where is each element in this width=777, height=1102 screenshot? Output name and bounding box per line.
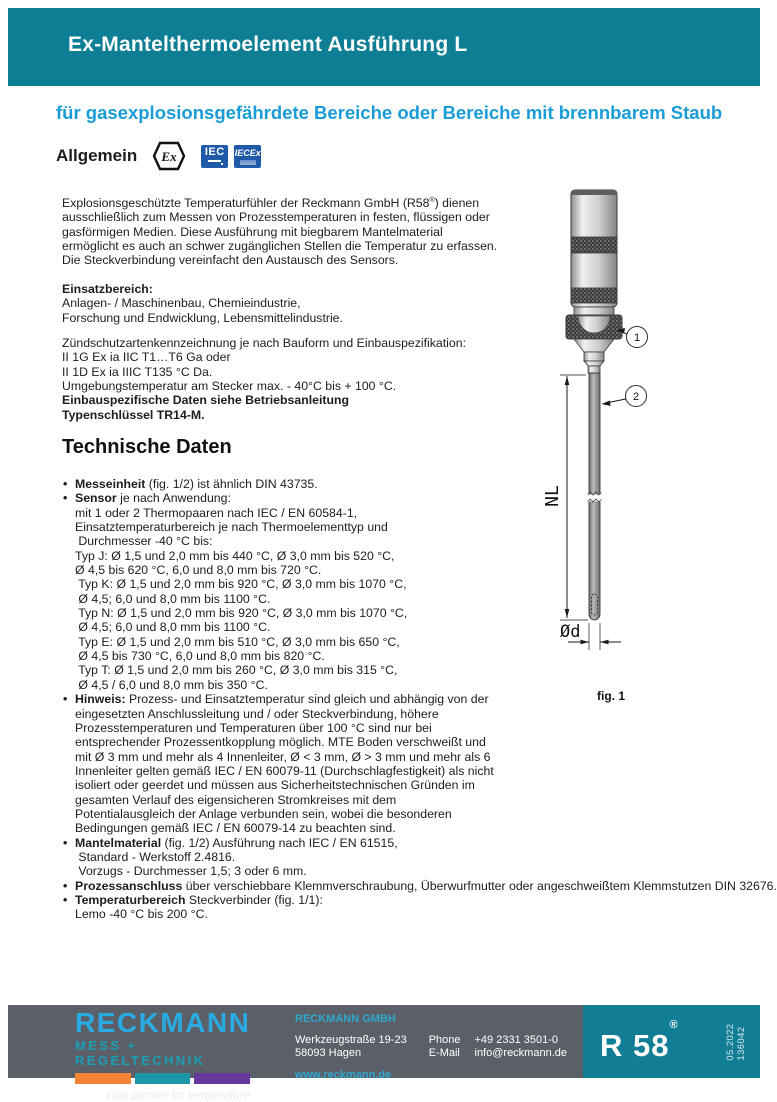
fitting-sleeve — [584, 352, 604, 361]
registered-mark: ® — [669, 1019, 679, 1031]
iecex-logo-graphic — [240, 160, 256, 165]
brand-bar-teal — [135, 1073, 191, 1084]
coupling-taper — [574, 339, 614, 352]
phone-number: +49 2331 3501-0 — [474, 1034, 558, 1046]
contact-details — [429, 1034, 567, 1060]
iec-logo-icon — [201, 145, 228, 168]
company-address: Werkzeugstraße 19-23 58093 Hagen — [295, 1034, 407, 1059]
svg-text:Ex: Ex — [161, 149, 177, 164]
brand-name: RECKMANN — [75, 1007, 251, 1038]
technische-daten-heading: Technische Daten — [62, 436, 232, 458]
tech-bullet-item: • Messeinheit (fig. 1/2) ist ähnlich DIN 43735. — [63, 477, 318, 491]
od-label: Ød — [560, 622, 581, 642]
einsatzbereich-block — [62, 282, 343, 325]
zuendschutz-bold-text: Einbauspezifische Daten siehe Betriebsanleitung Typenschlüssel TR14-M. — [62, 393, 350, 422]
phone-label: Phone — [428, 1034, 461, 1046]
bullet-icon: • — [63, 692, 68, 707]
callout1-number: 1 — [633, 332, 641, 344]
page-title: Ex-Mantelthermoelement Ausführung L — [68, 33, 468, 56]
tech-bullet-item: • Mantelmaterial (fig. 1/2) Ausführung nach IEC / EN 61515, Standard - Werkstoff 2.4816. Vorzugs - Durchmesser 1,5; 3 oder 6 mm. — [63, 835, 398, 879]
tech-bullet-item: • Sensor je nach Anwendung: mit 1 oder 2 Thermopaaren nach IEC / EN 60584-1, Einsatztemperaturbereich je nach Thermoelementtyp und Durchmesser -40 °C bis: Typ J: Ø 1,5 und 2,0 mm bis 440 °C, Ø 3,0 mm bis 520 °C, Ø 4,5 bis 620 °C, 6,0 und 8,0 mm bis 720 °C. Typ K: Ø 1,5 und 2,0 mm bis 920 °C, Ø 3,0 mm bis 1070 °C, Ø 4,5; 6,0 und 8,0 mm bis 1100 °C. Typ N: Ø 1,5 und 2,0 mm bis 920 °C, Ø 3,0 mm bis 1070 °C, Ø 4,5; 6,0 und 8,0 mm bis 1100 °C. Typ E: Ø 1,5 und 2,0 mm bis 510 °C, Ø 3,0 mm bis 650 °C, Ø 4,5 bis 730 °C, 6,0 und 8,0 mm bis 820 °C. Typ T: Ø 1,5 und 2,0 mm bis 260 °C, Ø 3,0 mm bis 315 °C, Ø 4,5 / 6,0 und 8,0 mm bis 350 °C. — [63, 491, 408, 692]
iec-logo-underline — [208, 160, 221, 162]
brand-subtitle: MESS + REGELTECHNIK — [75, 1038, 206, 1068]
title-bar — [8, 8, 760, 86]
brand-bar-purple — [194, 1073, 250, 1084]
nl-arrow-up — [565, 376, 570, 385]
iecex-logo-label: IECEx — [234, 147, 261, 158]
bullet-icon: • — [63, 477, 68, 491]
fitting-neck — [584, 361, 604, 366]
tech-bullet-item: • Prozessanschluss über verschiebbare Klemmverschraubung, Überwurfmutter oder angeschweißtem Klemmstutzen DIN 32676. — [63, 878, 777, 893]
probe-technical-drawing — [540, 180, 710, 720]
od-arrow-right — [600, 640, 609, 645]
intro-paragraph: Explosionsgeschützte Temperaturfühler der Reckmann GmbH (R58®) dienen ausschließlich zum Messen von Prozesstemperaturen in festen, flüssigen oder gasförmigen Medien. Diese Ausführung mit biegbarem Mantelmaterial ermöglicht es auch an schwer zugänglichen Stellen die Temperatur zu erfassen. Die Steckverbindung vereinfacht den Austausch des Sensors. — [62, 196, 498, 268]
connector-collar — [574, 307, 614, 315]
iec-logo-dot — [221, 163, 223, 165]
footer-product-panel — [583, 1005, 760, 1078]
callout2-arrowhead — [602, 401, 611, 407]
nl-label: NL — [542, 485, 563, 507]
company-name: RECKMANN GMBH — [295, 1013, 396, 1025]
product-logo: R 58® — [600, 1019, 679, 1063]
document-number: 05.2022 136042 — [725, 1022, 747, 1061]
page-subtitle: für gasexplosionsgefährdete Bereiche oder Bereiche mit brennbarem Staub — [56, 102, 723, 123]
einsatzbereich-heading: Einsatzbereich: — [62, 282, 153, 296]
reckmann-logo — [75, 1007, 251, 1102]
email-address: info@reckmann.de — [474, 1047, 567, 1059]
bullet-icon: • — [63, 892, 68, 907]
zuendschutz-text: Zündschutzartenkennzeichnung je nach Bauform und Einbauspezifikation: II 1G Ex ia IIC T1…T6 Ga oder II 1D Ex ia IIIC T135 °C Da. Umgebungstemperatur am Stecker max. - 40°C bis + 100 °C. — [62, 336, 467, 394]
einsatzbereich-text: Anlagen- / Maschinenbau, Chemieindustrie, Forschung und Endwicklung, Lebensmittelindustrie. — [62, 296, 343, 325]
bullet-icon: • — [63, 878, 68, 893]
brand-bar-orange — [75, 1073, 131, 1084]
connector-top-cap — [571, 190, 617, 195]
ex-certification-icon — [152, 141, 186, 171]
tech-bullet-item: • Temperaturbereich Steckverbinder (fig. 1/1): Lemo -40 °C bis 200 °C. — [63, 892, 323, 922]
allgemein-heading: Allgemein — [56, 146, 138, 165]
fitting-flange — [588, 366, 600, 373]
website-url: www.reckmann.de — [295, 1069, 392, 1081]
figure-caption: fig. 1 — [597, 689, 626, 703]
knurl-band-lower — [571, 288, 617, 303]
bullet-icon: • — [63, 835, 68, 850]
brand-color-bars — [75, 1073, 250, 1084]
allgemein-row — [56, 140, 261, 172]
od-arrow-left — [581, 640, 590, 645]
brand-tagline: Your partner for temperature — [104, 1090, 250, 1102]
iec-logo-label: IEC — [204, 146, 225, 158]
email-label: E-Mail — [428, 1047, 460, 1059]
iecex-logo-icon — [234, 145, 261, 168]
bullet-icon: • — [63, 491, 68, 506]
tech-bullet-item: • Hinweis: Prozess- und Einsatztemperatur sind gleich und abhängig von der eingesetzten Anschlussleitung und / oder Steckverbindung, höhere Prozesstemperaturen und Temperaturen über 100 °C sind nur bei entsprechender Prozessentkopplung möglich. MTE Boden verschweißt und mit Ø 3 mm und mehr als 4 Innenleiter, Ø < 3 mm, Ø > 3 mm und mehr als 6 Innenleiter gelten gemäß IEC / EN 60079-11 (Durchschlagfestigkeit) als nicht isoliert oder geerdet und müssen aus Sicherheitstechnischen Gründen im gesamten Verlauf des eigensicheren Stromkreises mit dem Potentialausgleich der Anlage verbunden sein, wobei die besonderen Bedingungen gemäß IEC / EN 60079-14 zu beachten sind. — [63, 692, 494, 836]
zuendschutz-block — [62, 336, 466, 422]
footer-gray-panel — [8, 1005, 583, 1102]
footer-contact-block — [295, 1013, 567, 1082]
page-footer — [8, 1005, 760, 1102]
nl-arrow-down — [565, 609, 570, 618]
knurl-band-upper — [571, 237, 617, 253]
callout2-number: 2 — [632, 391, 640, 403]
